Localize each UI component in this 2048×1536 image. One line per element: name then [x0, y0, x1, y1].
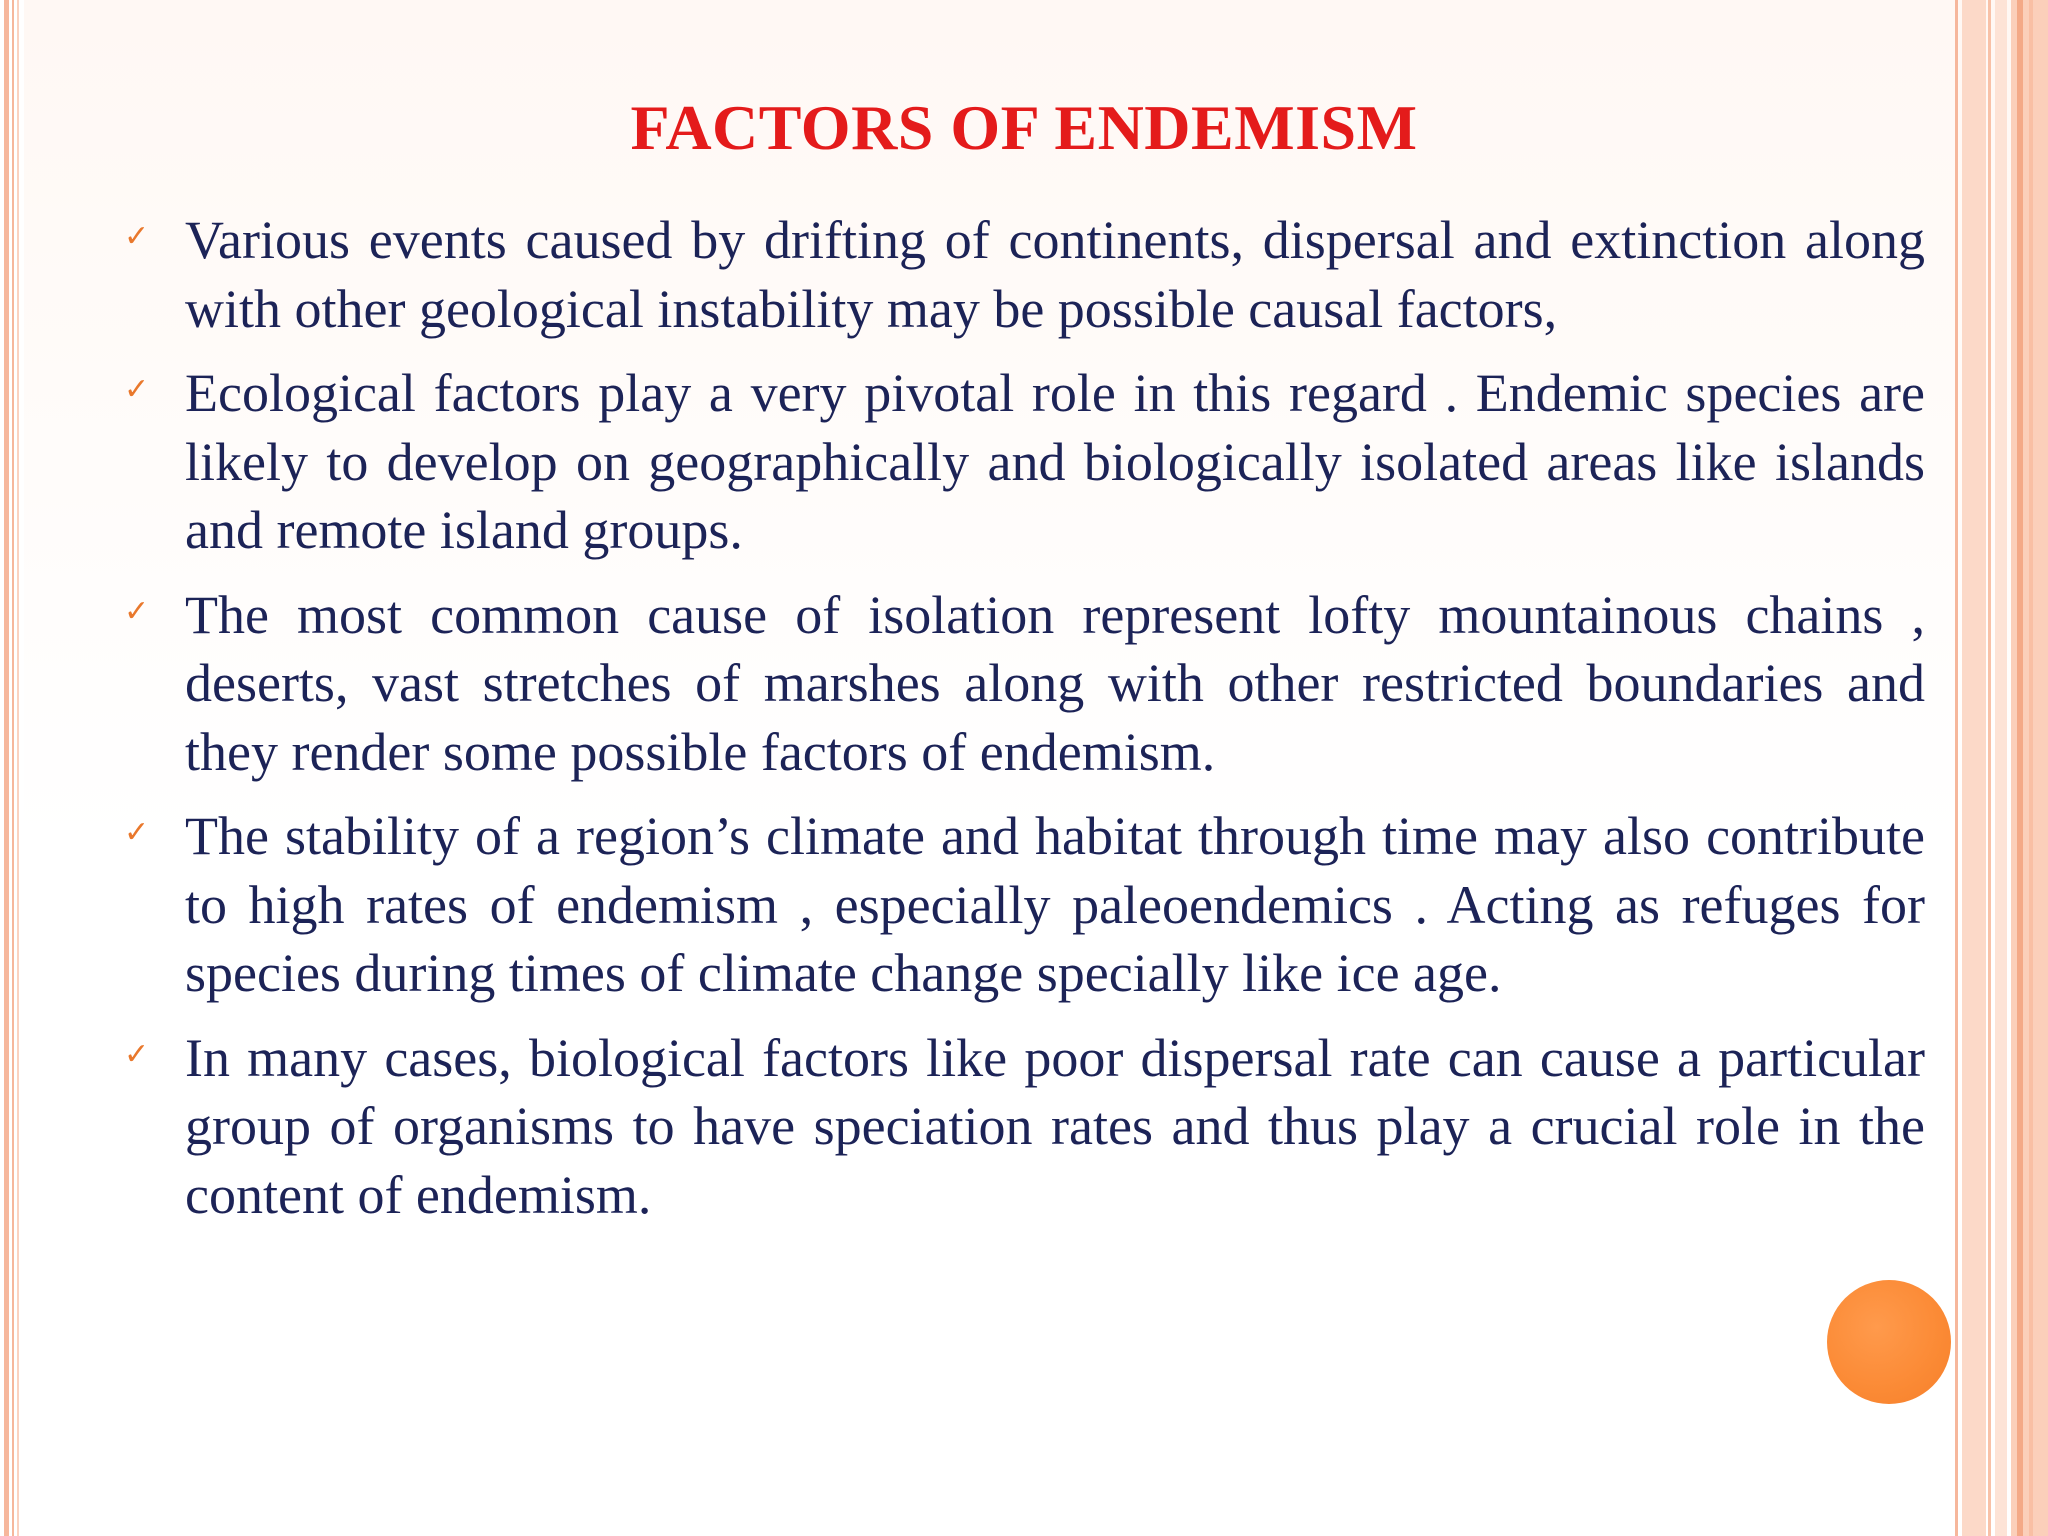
bullet-list: [0, 206, 2048, 1245]
bullet-text: Various events caused by drifting of continents, dispersal and extinction along with other geological instability may be possible causal factors,: [185, 210, 1925, 339]
check-icon: ✓: [124, 593, 150, 629]
bullet-item: [0, 359, 2048, 565]
check-icon: ✓: [124, 372, 150, 407]
check-icon: ✓: [124, 815, 150, 850]
bullet-text: Ecological factors play a very pivotal role in this regard . Endemic species are likely to develop on geographically and biologically isolated areas like islands and remote island groups.: [185, 363, 1925, 560]
bullet-text: The most common cause of isolation represent lofty mountainous chains , deserts, vast stretches of marshes along with other restricted boundaries and they render some possible factors of endemism.: [185, 584, 1925, 782]
bullet-text: The stability of a region’s climate and habitat through time may also contribute to high rates of endemism , especially paleoendemics . Acting as refuges for species during times of climate change specially like ice age.: [185, 806, 1925, 1003]
slide-title: FACTORS OF ENDEMISM: [630, 92, 1418, 163]
bullet-item: [0, 206, 2048, 343]
check-icon: ✓: [124, 219, 150, 254]
bullet-item: [0, 802, 2048, 1008]
bullet-text: In many cases, biological factors like poor dispersal rate can cause a particular group of organisms to have speciation rates and thus play a crucial role in the content of endemism.: [185, 1027, 1925, 1225]
bullet-item: [0, 1024, 2048, 1230]
decorative-orange-circle: [1827, 1280, 1951, 1404]
bullet-item: [0, 581, 2048, 787]
check-icon: ✓: [124, 1036, 150, 1072]
